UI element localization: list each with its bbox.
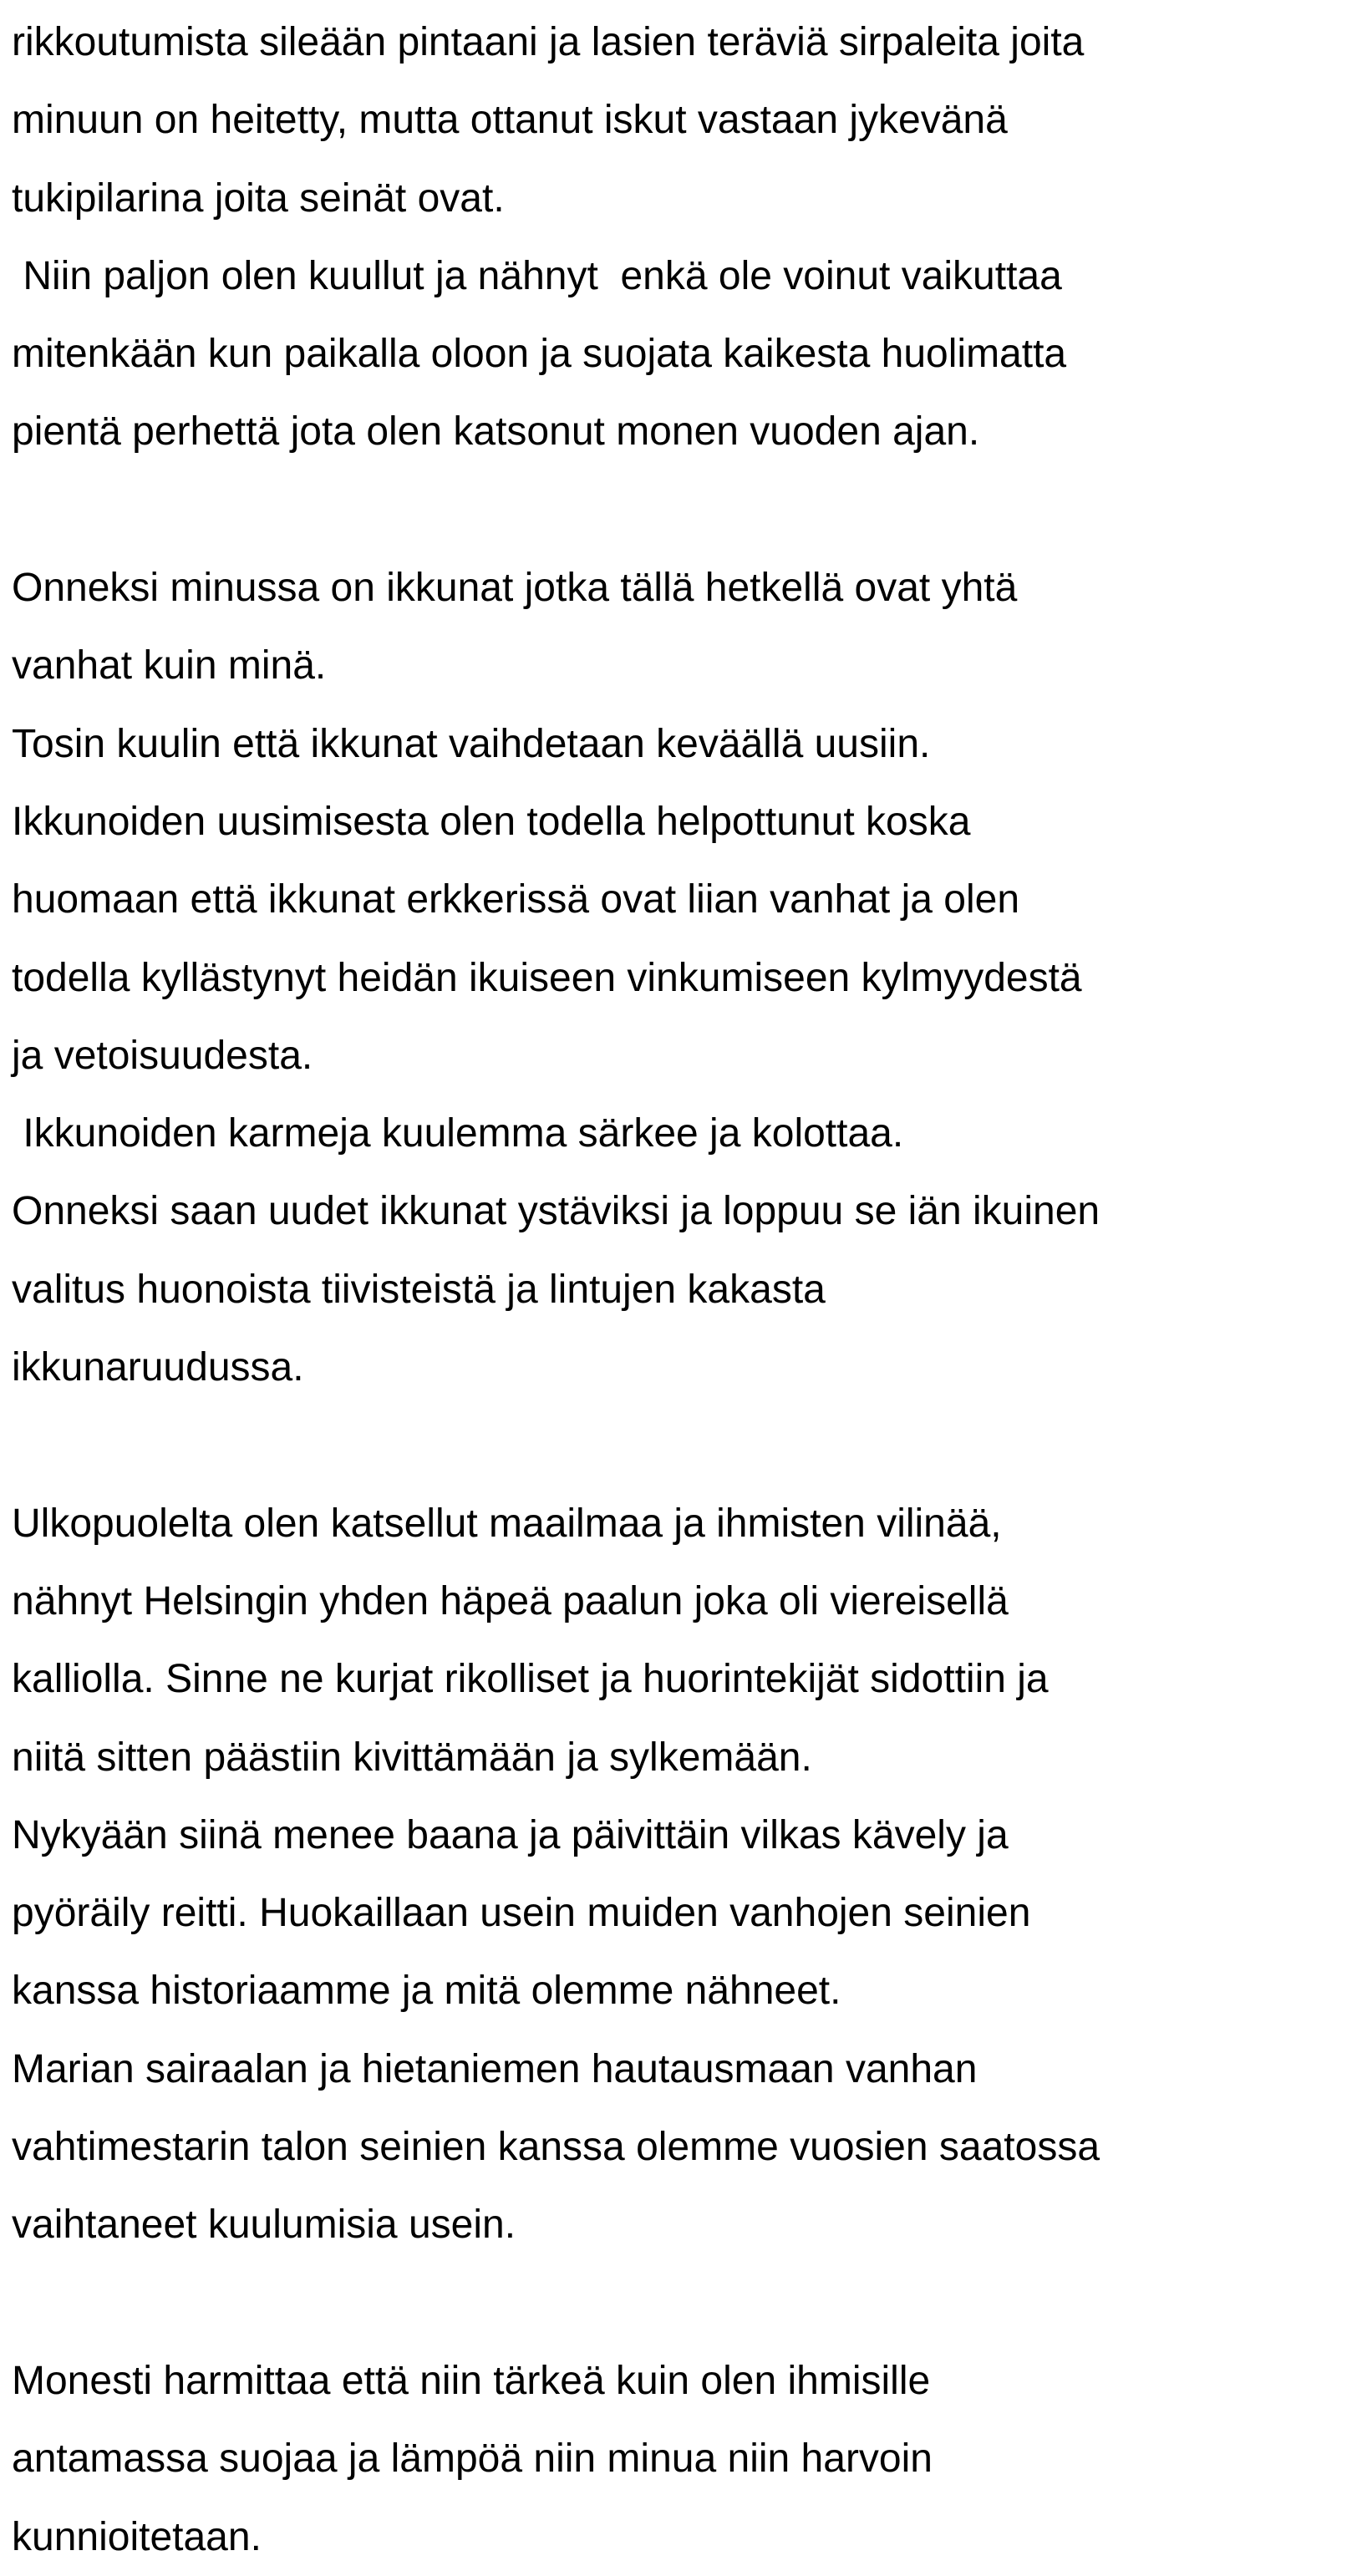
- document-body: [12, 3, 1345, 2576]
- text-line: Onneksi minussa on ikkunat jotka tällä hetkellä ovat yhtä: [12, 566, 1018, 611]
- text-line: vanhat kuin minä.: [12, 643, 327, 688]
- text-line: ja vetoisuudesta.: [12, 1033, 313, 1078]
- text-line: Marian sairaalan ja hietaniemen hautausmaan vanhan: [12, 2046, 978, 2091]
- text-line: mitenkään kun paikalla oloon ja suojata kaikesta huolimatta: [12, 332, 1067, 377]
- text-line: nähnyt Helsingin yhden häpeä paalun joka oli viereisellä: [12, 1578, 1009, 1623]
- text-line: niitä sitten päästiin kivittämään ja sylkemään.: [12, 1735, 812, 1780]
- text-line: pyöräily reitti. Huokaillaan usein muiden vanhojen seinien: [12, 1891, 1031, 1936]
- text-line: tukipilarina joita seinät ovat.: [12, 175, 505, 221]
- text-line: Tosin kuulin että ikkunat vaihdetaan keväällä uusiin.: [12, 721, 931, 766]
- text-line: vahtimestarin talon seinien kanssa olemme vuosien saatossa: [12, 2125, 1100, 2170]
- text-line: pientä perhettä jota olen katsonut monen vuoden ajan.: [12, 409, 980, 455]
- text-line: huomaan että ikkunat erkkerissä ovat liian vanhat ja olen: [12, 877, 1020, 922]
- text-line: kunnioitetaan.: [12, 2514, 262, 2559]
- text-line: Niin paljon olen kuullut ja nähnyt enkä ole voinut vaikuttaa: [12, 253, 1062, 298]
- text-line: Ulkopuolelta olen katsellut maailmaa ja ihmisten vilinää,: [12, 1501, 1002, 1546]
- blank-line: [12, 471, 1345, 549]
- text-line: minuun on heitetty, mutta ottanut iskut vastaan jykevänä: [12, 98, 1008, 143]
- blank-line: [12, 2264, 1345, 2342]
- text-line: Monesti harmittaa että niin tärkeä kuin olen ihmisille: [12, 2358, 931, 2403]
- text-line: valitus huonoista tiivisteistä ja lintujen kakasta: [12, 1267, 826, 1312]
- text-line: kanssa historiaamme ja mitä olemme nähneet.: [12, 1969, 841, 2014]
- blank-line: [12, 1406, 1345, 1484]
- text-line: antamassa suojaa ja lämpöä niin minua niin harvoin: [12, 2436, 933, 2482]
- text-line: rikkoutumista sileään pintaani ja lasien teräviä sirpaleita joita: [12, 20, 1085, 64]
- text-line: Nykyään siinä menee baana ja päivittäin vilkas kävely ja: [12, 1812, 1009, 1857]
- text-line: kalliolla. Sinne ne kurjat rikolliset ja huorintekijät sidottiin ja: [12, 1657, 1049, 1702]
- text-line: Ikkunoiden uusimisesta olen todella helpottunut koska: [12, 799, 971, 844]
- text-line: ikkunaruudussa.: [12, 1345, 304, 1390]
- text-line: vaihtaneet kuulumisia usein.: [12, 2203, 516, 2248]
- text-line: todella kyllästynyt heidän ikuiseen vinkumiseen kylmyydestä: [12, 955, 1082, 1000]
- text-line: Ikkunoiden karmeja kuulemma särkee ja kolottaa.: [12, 1111, 904, 1156]
- text-line: Onneksi saan uudet ikkunat ystäviksi ja loppuu se iän ikuinen: [12, 1189, 1100, 1234]
